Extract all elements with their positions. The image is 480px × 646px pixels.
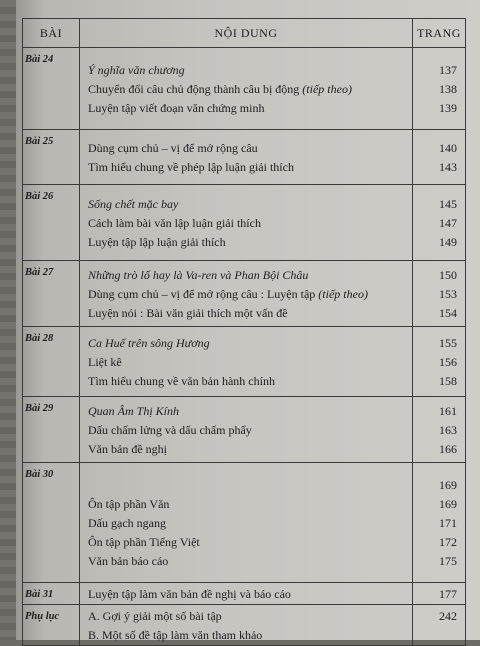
page-number: 177 — [439, 587, 457, 601]
toc-entry — [80, 99, 412, 118]
section-label: Bài 26 — [23, 185, 80, 261]
page-number: 154 — [439, 306, 457, 320]
toc-entry — [80, 158, 412, 177]
section-row — [23, 327, 466, 397]
toc-entry — [80, 440, 412, 459]
page-number: 158 — [439, 374, 457, 388]
entry-title: Ý nghĩa văn chương — [88, 63, 185, 77]
page-number: 150 — [439, 268, 457, 282]
section-row — [23, 463, 466, 583]
toc-entry — [80, 304, 412, 323]
page-number: 163 — [439, 423, 457, 437]
section-content — [80, 605, 413, 646]
toc-entry — [80, 139, 412, 158]
entry-title: Cách làm bài văn lập luận giải thích — [88, 216, 261, 230]
entry-title: Luyện tập lập luận giải thích — [88, 235, 226, 249]
entry-title: Luyện nói : Bài văn giải thích một vấn đề — [88, 306, 288, 320]
section-row — [23, 605, 466, 646]
page-number: 137 — [439, 63, 457, 77]
entry-title: Những trò lố hay là Va-ren và Phan Bội Châu — [88, 268, 309, 282]
entry-title: Dấu chấm lửng và dấu chấm phẩy — [88, 423, 252, 437]
entry-title: Văn bản báo cáo — [88, 554, 169, 568]
entry-title: Ca Huế trên sông Hương — [88, 336, 210, 350]
section-content — [80, 583, 413, 605]
header-row — [23, 19, 466, 48]
toc-entry — [80, 334, 412, 353]
toc-entry — [80, 195, 412, 214]
toc-entry — [80, 214, 412, 233]
entry-title: Dùng cụm chủ – vị để mở rộng câu — [88, 141, 258, 155]
toc-entry — [80, 552, 412, 571]
toc-entry — [80, 80, 412, 99]
section-label: Bài 27 — [23, 261, 80, 327]
section-label: Bài 25 — [23, 130, 80, 185]
section-pages — [413, 605, 466, 646]
page-number: 149 — [439, 235, 457, 249]
page-number: 155 — [439, 336, 457, 350]
section-pages — [413, 327, 466, 397]
entry-title: Sống chết mặc bay — [88, 197, 179, 211]
toc-entry — [80, 585, 412, 604]
toc-entry — [80, 233, 412, 252]
section-pages — [413, 185, 466, 261]
section-label: Bài 24 — [23, 48, 80, 130]
section-row — [23, 185, 466, 261]
entry-title: B. Một số đề tập làm văn tham khảo — [88, 628, 263, 642]
entry-title: Văn bản đề nghị — [88, 442, 167, 456]
toc-entry — [80, 607, 412, 626]
entry-title: Liệt kê — [88, 355, 122, 369]
section-pages — [413, 583, 466, 605]
page-number: 156 — [439, 355, 457, 369]
entry-title: Tìm hiểu chung về phép lập luận giải thích — [88, 160, 294, 174]
toc-entry — [80, 61, 412, 80]
entry-title: Dùng cụm chủ – vị để mở rộng câu : Luyện tập — [88, 287, 316, 301]
entry-title: Ôn tập phần Văn — [88, 497, 170, 511]
toc-entry — [80, 402, 412, 421]
section-pages — [413, 48, 466, 130]
page-number: 175 — [439, 554, 457, 568]
entry-title: Tìm hiểu chung về văn bản hành chính — [88, 374, 275, 388]
section-content — [80, 261, 413, 327]
section-row — [23, 583, 466, 605]
toc-entry — [80, 266, 412, 285]
section-content — [80, 48, 413, 130]
header-bai: BÀI — [23, 19, 80, 48]
section-content — [80, 397, 413, 463]
toc-entry — [80, 372, 412, 391]
page-number: 171 — [439, 516, 457, 530]
entry-title: Luyện tập làm văn bản đề nghị và báo cáo — [88, 587, 291, 601]
section-pages — [413, 130, 466, 185]
page-number: 143 — [439, 160, 457, 174]
toc-entry — [80, 495, 412, 514]
page-number: 138 — [439, 82, 457, 96]
toc-entry — [80, 285, 412, 304]
page-number: 161 — [439, 404, 457, 418]
page-number: 139 — [439, 101, 457, 115]
page-number: 172 — [439, 535, 457, 549]
section-row — [23, 130, 466, 185]
toc-entry — [80, 353, 412, 372]
entry-title: Dấu gạch ngang — [88, 516, 166, 530]
section-content — [80, 327, 413, 397]
facing-page-edge — [0, 0, 16, 640]
entry-suffix: (tiếp theo) — [302, 82, 352, 96]
entry-suffix: (tiếp theo) — [318, 287, 368, 301]
toc-entry — [80, 514, 412, 533]
entry-title: Quan Âm Thị Kính — [88, 404, 180, 418]
entry-title: A. Gợi ý giải một số bài tập — [88, 609, 222, 623]
entry-title: Ôn tập phần Tiếng Việt — [88, 535, 200, 549]
page-number: 242 — [439, 609, 457, 623]
toc-entry — [80, 421, 412, 440]
page-number: 153 — [439, 287, 457, 301]
toc-entry — [80, 533, 412, 552]
section-label: Phụ lục — [23, 605, 80, 646]
section-label: Bài 28 — [23, 327, 80, 397]
section-pages — [413, 397, 466, 463]
section-content — [80, 185, 413, 261]
toc-entry — [80, 476, 412, 495]
section-content — [80, 463, 413, 583]
section-row — [23, 397, 466, 463]
page-number — [413, 626, 465, 645]
page-number: 140 — [439, 141, 457, 155]
section-content — [80, 130, 413, 185]
page-number: 169 — [439, 497, 457, 511]
page-number: 169 — [439, 478, 457, 492]
page-number: 145 — [439, 197, 457, 211]
section-pages — [413, 463, 466, 583]
section-label: Bài 30 — [23, 463, 80, 583]
section-row — [23, 48, 466, 130]
section-label: Bài 31 — [23, 583, 80, 605]
entry-title: Luyện tập viết đoạn văn chứng minh — [88, 101, 265, 115]
page-number: 166 — [439, 442, 457, 456]
header-noi-dung: NỘI DUNG — [80, 19, 413, 48]
toc-entry — [80, 626, 412, 645]
entry-title: Chuyển đổi câu chủ động thành câu bị động — [88, 82, 300, 96]
header-trang: TRANG — [413, 19, 466, 48]
section-label: Bài 29 — [23, 397, 80, 463]
section-row — [23, 261, 466, 327]
table-of-contents — [22, 18, 466, 646]
section-pages — [413, 261, 466, 327]
page-number: 147 — [439, 216, 457, 230]
